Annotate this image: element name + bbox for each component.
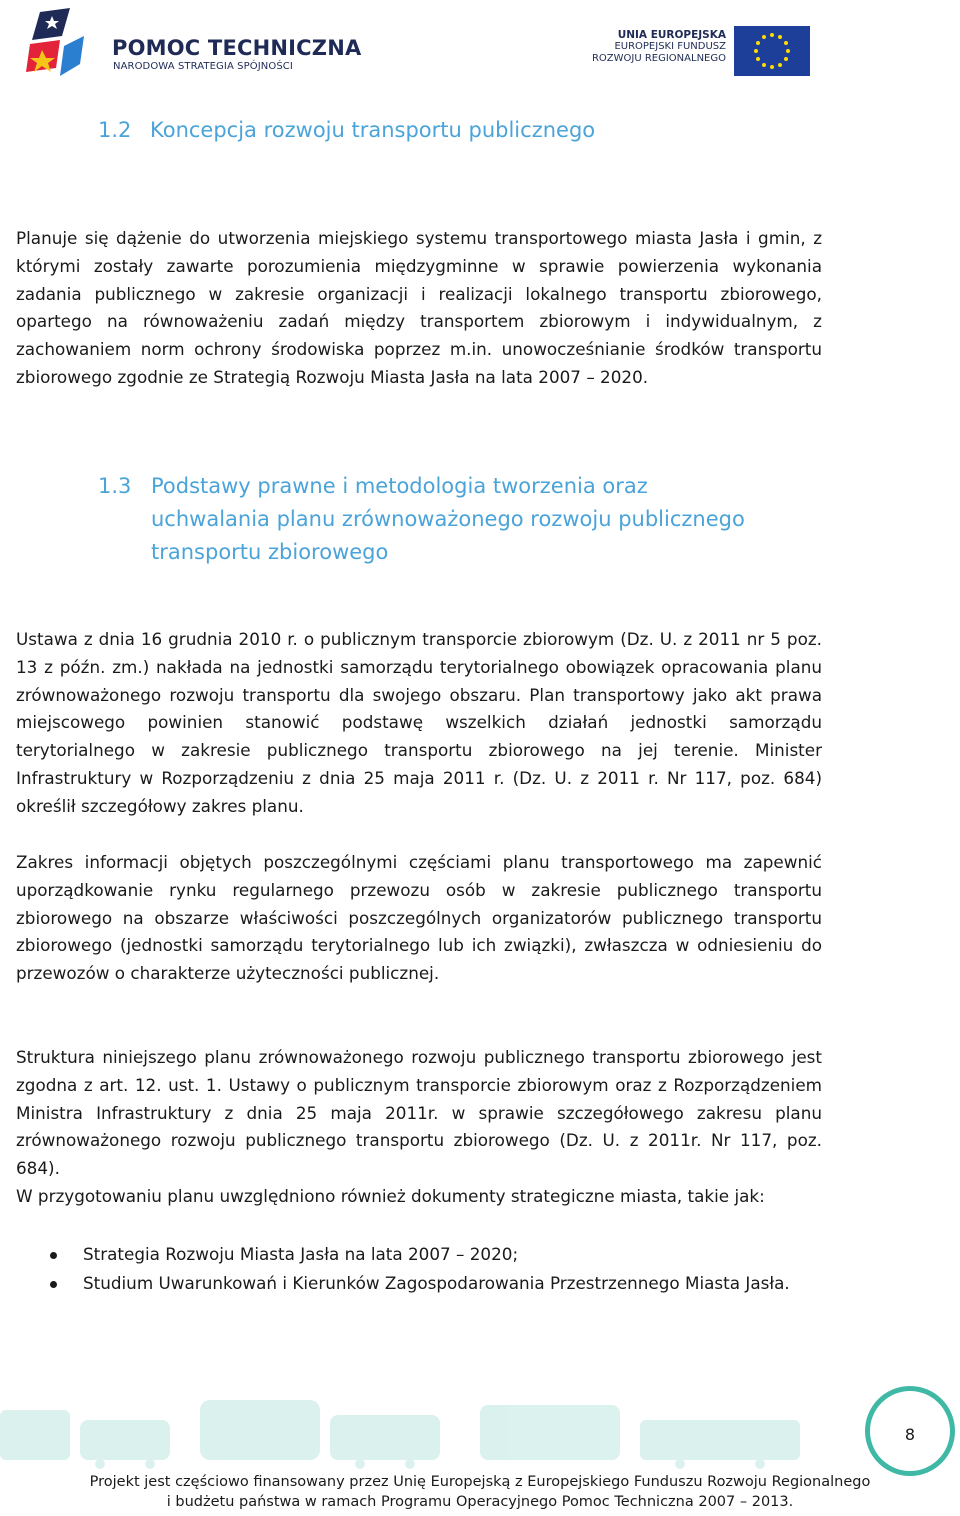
eu-flag-icon — [734, 26, 810, 76]
section-number: 1.3 — [98, 474, 132, 498]
paragraph-legal-basis: Ustawa z dnia 16 grudnia 2010 r. o publicznym transporcie zbiorowym (Dz. U. z 2011 nr 5 poz. 13 z późn. zm.) nakłada na jednostki samorządu terytorialnego obowiązek opracowania planu zrównoważonego rozwoju transportu dla swojego obszaru. Plan transportowy jako akt prawa miejscowego powinien stanowić podstawę wszelkich działań jednostki samorządu terytorialnego w zakresie publicznego transportu zbiorowego na jej terenie. Minister Infrastruktury w Rozporządzeniu z dnia 25 maja 2011 r. (Dz. U. z 2011 r. Nr 117, poz. 684) określił szczegółowy zakres planu. — [16, 629, 822, 816]
list-item — [16, 1240, 822, 1269]
documents-list — [16, 1240, 822, 1298]
logo-subtitle: NARODOWA STRATEGIA SPÓJNOŚCI — [113, 61, 293, 72]
eu-logo-line1: UNIA EUROPEJSKA — [617, 29, 726, 41]
paragraph-structure: Struktura niniejszego planu zrównoważonego rozwoju publicznego transportu zbiorowego jest zgodna z art. 12. ust. 1. Ustawy o publicznym transporcie zbiorowym oraz z Rozporządzeniem Ministra Infrastruktury z dnia 25 maja 2011r. w sprawie szczegółowego zakresu planu zrównoważonego rozwoju publicznego transportu zbiorowego (Dz. U. z 2011r. Nr 117, poz. 684). — [16, 1047, 822, 1179]
list-item-text: Studium Uwarunkowań i Kierunków Zagospodarowania Przestrzennego Miasta Jasła. — [83, 1273, 790, 1293]
page-number: 8 — [904, 1425, 916, 1444]
footer-funding-note — [0, 1472, 960, 1512]
section-title-line2: uchwalania planu zrównoważonego rozwoju publicznego — [151, 507, 745, 531]
paragraph-1-2: Planuje się dążenie do utworzenia miejskiego systemu transportowego miasta Jasła i gmin, z którymi zostały zawarte porozumienia międzygminne w sprawie powierzenia wykonania zadania publicznego w zakresie organizacji i realizacji lokalnego transportu zbiorowego, opartego na równoważeniu zadań między transportem zbiorowym i indywidualnym, z zachowaniem norm ochrony środowiska poprzez m.in. unowocześnianie środków transportu zbiorowego zgodnie ze Strategią Rozwoju Miasta Jasła na lata 2007 – 2020. — [16, 228, 822, 387]
section-number: 1.2 — [98, 118, 132, 142]
eu-logo-line3: ROZWOJU REGIONALNEGO — [591, 53, 726, 64]
footer-transport-illustration — [0, 1380, 960, 1470]
paragraph-scope: Zakres informacji objętych poszczególnymi częściami planu transportowego ma zapewnić uporządkowanie rynku regularnego przewozu osób w zakresie publicznego transportu zbiorowego na obszarze właściwości poszczególnych organizatorów publicznego transportu zbiorowego (jednostki samorządu terytorialnego lub ich związki), zwłaszcza w odniesieniu do przewozów o charakterze użyteczności publicznej. — [16, 852, 822, 984]
paragraph-documents: W przygotowaniu planu uwzględniono również dokumenty strategiczne miasta, takie jak: — [16, 1186, 765, 1206]
page-number-badge — [865, 1386, 955, 1476]
bullet-icon — [50, 1252, 57, 1259]
section-heading-1-2 — [98, 118, 595, 142]
logo-title: POMOC TECHNICZNA — [112, 36, 362, 60]
eu-logo-line2: EUROPEJSKI FUNDUSZ — [614, 41, 726, 52]
section-title — [151, 470, 851, 569]
bullet-icon — [50, 1281, 57, 1288]
section-title: Koncepcja rozwoju transportu publicznego — [150, 118, 596, 142]
footer-line1: Projekt jest częściowo finansowany przez Unię Europejską z Europejskiego Funduszu Rozwoju Regionalnego — [89, 1474, 871, 1490]
eu-logo — [591, 26, 814, 78]
pomoc-techniczna-logo — [22, 6, 362, 86]
footer-line2: i budżetu państwa w ramach Programu Operacyjnego Pomoc Techniczna 2007 – 2013. — [166, 1494, 794, 1510]
list-item — [16, 1269, 822, 1298]
page-header — [0, 0, 960, 92]
pomoc-techniczna-emblem-icon — [22, 6, 102, 86]
eu-logo-text — [592, 29, 726, 65]
section-title-line1: Podstawy prawne i metodologia tworzenia oraz — [151, 474, 648, 498]
section-title-line3: transportu zbiorowego — [151, 540, 389, 564]
list-item-text: Strategia Rozwoju Miasta Jasła na lata 2007 – 2020; — [83, 1244, 519, 1264]
